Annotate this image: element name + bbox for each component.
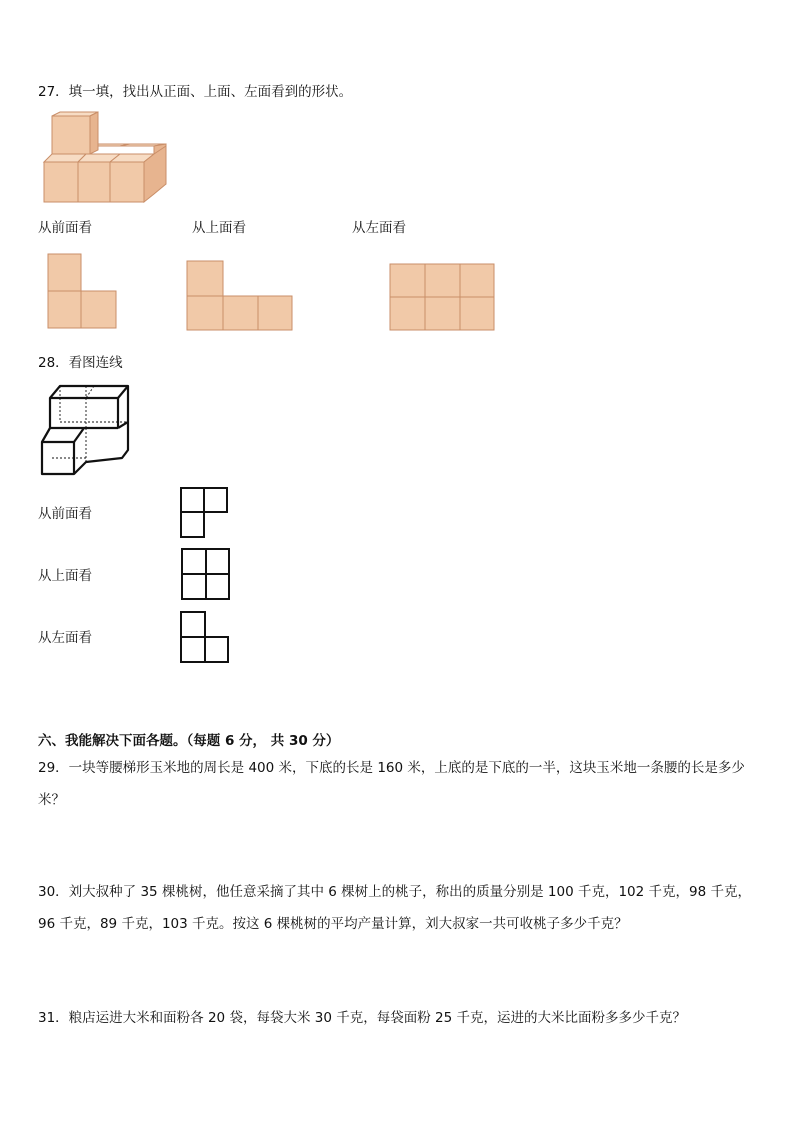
section-heading: 六、我能解决下面各题。（每题 6 分， 共 30 分） xyxy=(38,733,340,749)
q27-title: 27．填一填，找出从正面、上面、左面看到的形状。 xyxy=(38,84,353,100)
q30-text: 30．刘大叔种了 35 棵桃树，他任意采摘了其中 6 棵树上的桃子，称出的质量分别是 100 千克，102 千克，98 千克，96 千克，89 千克，103 千克。按这 6 棵桃树的平均产量计算，刘大叔家一共可收桃子多少千克？ xyxy=(38,884,751,932)
q28-label-top: 从上面看 xyxy=(38,568,92,584)
q31-text: 31．粮店运进大米和面粉各 20 袋，每袋大米 30 千克，每袋面粉 25 千克，运进的大米比面粉多多少千克？ xyxy=(38,1010,686,1026)
q28-label-front: 从前面看 xyxy=(38,506,92,522)
q27-front-view xyxy=(47,253,119,331)
q27-top-view xyxy=(186,260,294,332)
q28-label-left: 从左面看 xyxy=(38,630,92,646)
q27-cube-figure xyxy=(40,112,172,204)
q29-text: 29．一块等腰梯形玉米地的周长是 400 米，下底的长是 160 米，上底的是下底的一半，这块玉米地一条腰的长是多少米？ xyxy=(38,760,745,808)
q28-option-shape-1 xyxy=(180,486,230,540)
q27-left-view xyxy=(389,263,497,333)
q28-title: 28．看图连线 xyxy=(38,355,123,371)
q28-option-shape-3 xyxy=(179,610,231,665)
q28-option-shape-2 xyxy=(180,547,232,602)
q27-label-left: 从左面看 xyxy=(352,220,406,236)
q27-label-front: 从前面看 xyxy=(38,220,92,236)
q28-solid-figure xyxy=(38,382,130,478)
q27-label-top: 从上面看 xyxy=(192,220,246,236)
